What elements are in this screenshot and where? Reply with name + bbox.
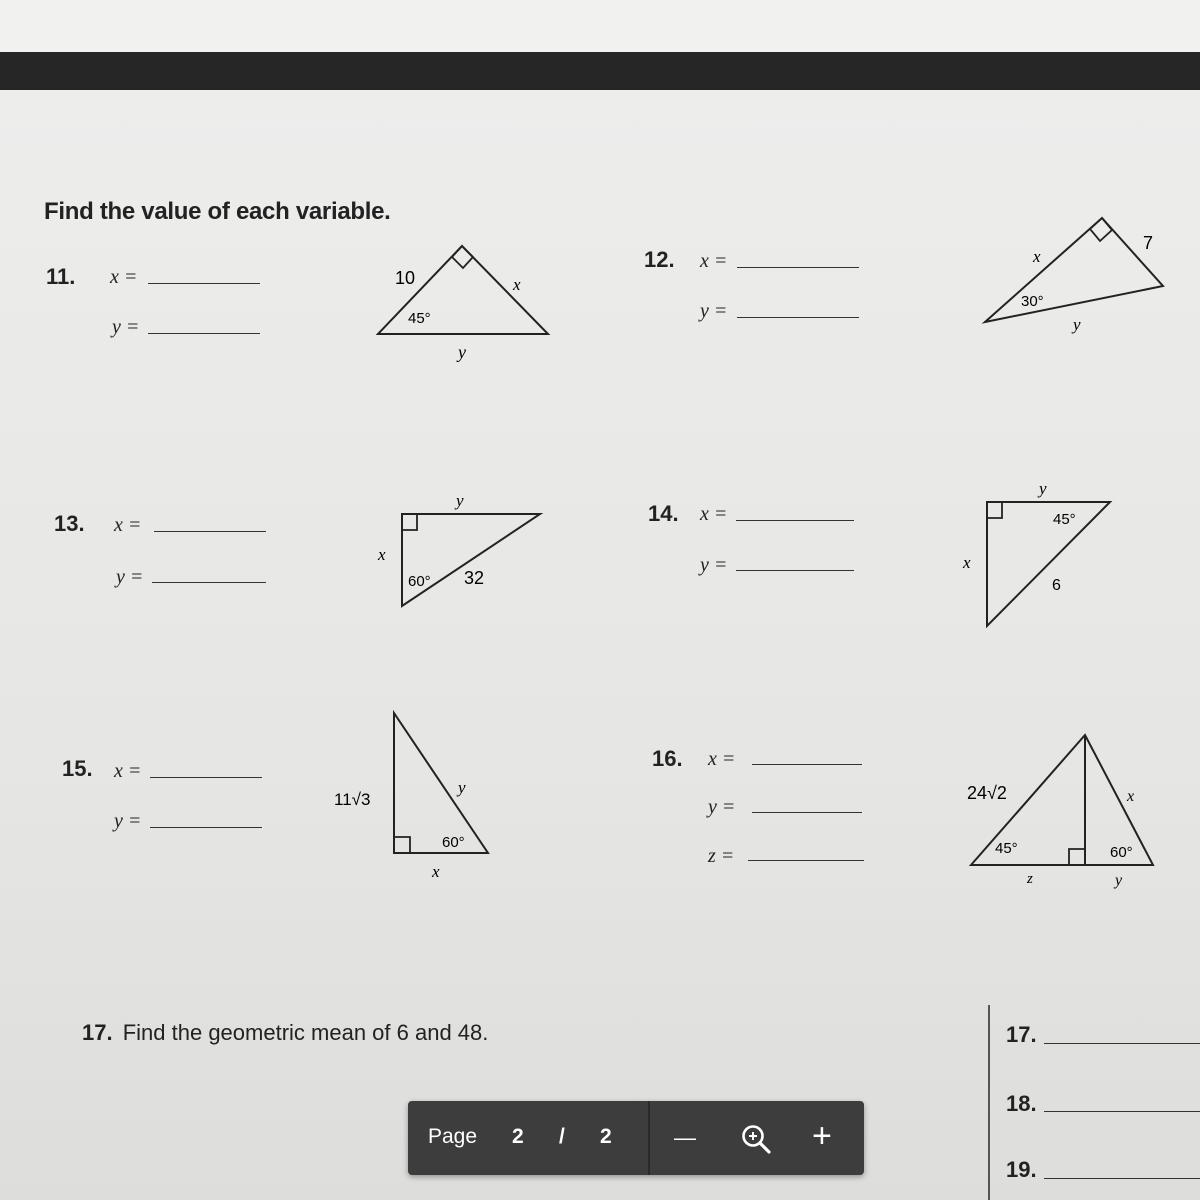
- y-label: y =: [114, 810, 142, 832]
- answer-line-y[interactable]: [148, 333, 260, 334]
- x-label: x =: [700, 503, 728, 525]
- answer-label: 19.: [1006, 1157, 1037, 1182]
- answer-line-18[interactable]: [1044, 1111, 1200, 1112]
- answer-line-y[interactable]: [737, 317, 859, 318]
- side-label: 24√2: [967, 783, 1007, 803]
- problem-number: 16.: [652, 746, 683, 771]
- var-x-label: x: [432, 862, 440, 881]
- side-label: 7: [1143, 233, 1154, 253]
- answer-column-divider: [988, 1005, 990, 1200]
- screen-bezel: [0, 0, 1200, 52]
- answer-line-y[interactable]: [752, 812, 862, 813]
- hypotenuse-label: 32: [464, 568, 485, 588]
- page-separator: /: [559, 1125, 565, 1148]
- triangle-figure-16: [955, 725, 1165, 895]
- answer-line-y[interactable]: [150, 827, 262, 828]
- answer-label: 18.: [1006, 1091, 1037, 1116]
- instructions: Find the value of each variable.: [44, 198, 391, 225]
- var-y-label: y: [1115, 872, 1123, 889]
- side-label: 10: [395, 268, 416, 288]
- answer-line-17[interactable]: [1044, 1043, 1200, 1044]
- var-y-label: y: [1073, 315, 1081, 334]
- pdf-toolbar: [408, 1101, 864, 1175]
- answer-line-y[interactable]: [736, 570, 854, 571]
- page-label: Page: [428, 1125, 478, 1148]
- answer-line-19[interactable]: [1044, 1178, 1200, 1179]
- x-label: x =: [114, 760, 142, 782]
- var-z-label: z: [1027, 871, 1033, 887]
- problem-number: 13.: [54, 511, 85, 536]
- answer-line-x[interactable]: [148, 283, 260, 284]
- answer-line-x[interactable]: [752, 764, 862, 765]
- problem-number: 11.: [46, 264, 76, 289]
- angle-right-label: 60°: [1110, 844, 1133, 861]
- question-17: [82, 1020, 488, 1046]
- current-page[interactable]: 2: [512, 1125, 524, 1148]
- total-pages: 2: [600, 1125, 612, 1148]
- problem-number: 15.: [62, 756, 93, 781]
- var-y-label: y: [1039, 479, 1047, 498]
- angle-label: 60°: [408, 573, 431, 590]
- var-x-label: x: [1127, 788, 1135, 805]
- answer-label: 17.: [1006, 1022, 1037, 1047]
- var-x-label: x: [513, 275, 521, 294]
- answer-line-x[interactable]: [736, 520, 854, 521]
- angle-label: 60°: [442, 834, 465, 851]
- triangle-figure-14: [955, 478, 1125, 630]
- answer-line-x[interactable]: [737, 267, 859, 268]
- zoom-icon[interactable]: [740, 1123, 772, 1155]
- answer-line-z[interactable]: [748, 860, 864, 861]
- x-label: x =: [708, 748, 736, 770]
- x-label: x =: [110, 266, 138, 288]
- triangle-figure-13: [370, 490, 550, 615]
- problem-number: 14.: [648, 501, 679, 526]
- x-label: x =: [114, 514, 142, 536]
- y-label: y =: [112, 316, 140, 338]
- triangle-figure-11: [370, 240, 560, 370]
- var-y-label: y: [458, 778, 466, 797]
- viewer-top-bar: [0, 52, 1200, 90]
- toolbar-divider: [648, 1101, 650, 1175]
- angle-label: 45°: [1053, 511, 1076, 528]
- leg-label: 11√3: [334, 790, 371, 809]
- question-number: 17.: [82, 1020, 113, 1045]
- var-x-label: x: [963, 553, 971, 572]
- answer-line-y[interactable]: [152, 582, 266, 583]
- triangle-figure-15: [330, 705, 510, 885]
- problem-number: 12.: [644, 247, 675, 272]
- answer-line-x[interactable]: [154, 531, 266, 532]
- triangle-figure-12: [975, 210, 1175, 340]
- x-label: x =: [700, 250, 728, 272]
- answer-line-x[interactable]: [150, 777, 262, 778]
- angle-label: 30°: [1021, 293, 1044, 310]
- z-label: z =: [708, 845, 735, 867]
- y-label: y =: [700, 554, 728, 576]
- var-y-label: y: [458, 342, 466, 362]
- var-x-label: x: [378, 545, 386, 564]
- var-y-label: y: [456, 491, 464, 510]
- angle-label: 45°: [408, 310, 431, 327]
- var-x-label: x: [1033, 247, 1041, 266]
- hypotenuse-label: 6: [1052, 577, 1061, 594]
- zoom-in-button[interactable]: +: [812, 1117, 832, 1155]
- y-label: y =: [708, 796, 736, 818]
- question-text: Find the geometric mean of 6 and 48.: [122, 1020, 489, 1045]
- y-label: y =: [116, 566, 144, 588]
- zoom-out-button[interactable]: —: [674, 1125, 696, 1150]
- angle-left-label: 45°: [995, 840, 1018, 857]
- y-label: y =: [700, 300, 728, 322]
